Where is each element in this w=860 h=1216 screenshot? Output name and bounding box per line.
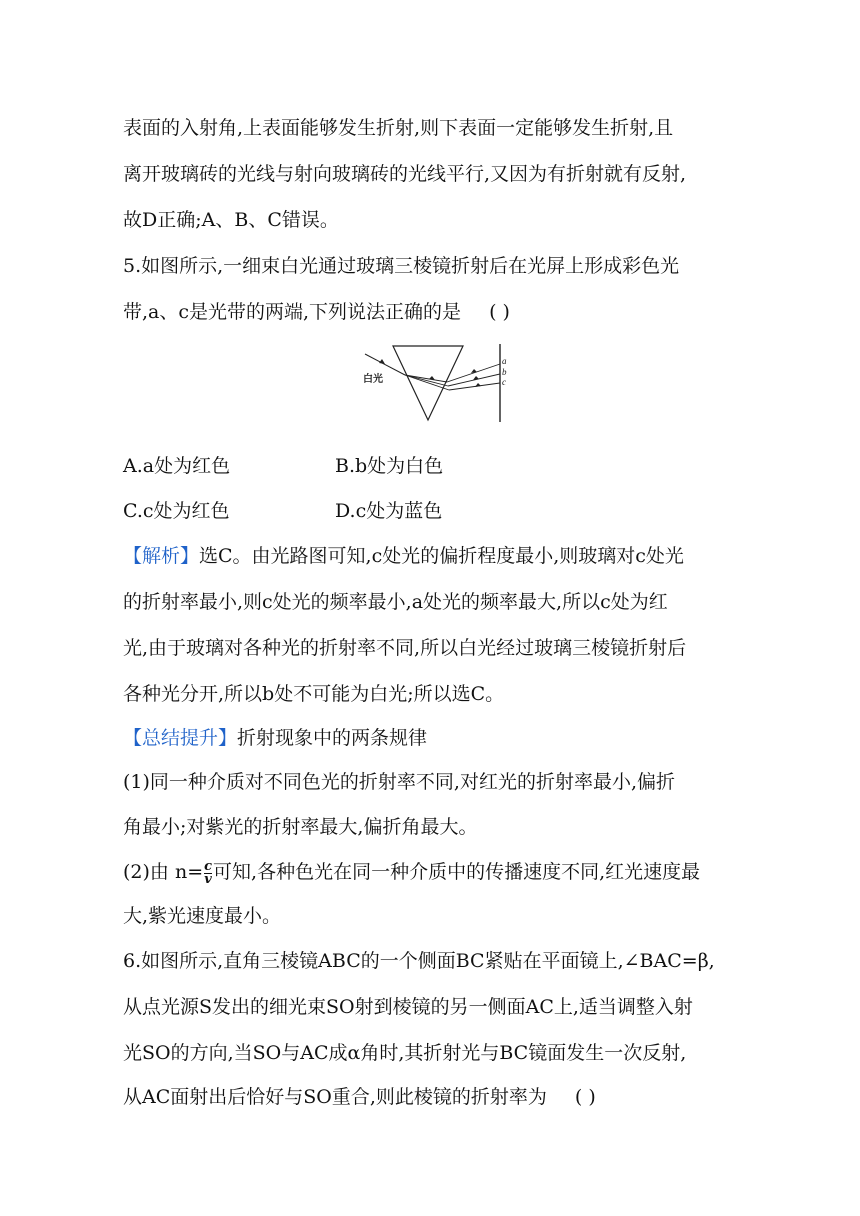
prism-figure xyxy=(355,338,515,426)
q6-line-2: 从点光源S发出的细光束SO射到棱镜的另一侧面AC上,适当调整入射 xyxy=(123,996,693,1018)
outer-ray-a xyxy=(447,364,500,382)
q5-option-b: B.b处为白色 xyxy=(335,455,444,477)
q6-line-1: 6.如图所示,直角三棱镜ABC的一个侧面BC紧贴在平面镜上,∠BAC=β, xyxy=(123,950,715,972)
prism-diagram xyxy=(355,338,515,426)
rule-2-rest: 可知,各种色光在同一种介质中的传播速度不同,红光速度最 xyxy=(213,861,701,883)
rule-2-line-1 xyxy=(123,858,820,886)
q5-analysis-line-1 xyxy=(123,542,820,570)
rule-1-line-1: (1)同一种介质对不同色光的折射率不同,对红光的折射率最小,偏折 xyxy=(123,771,675,793)
c-over-v-fraction xyxy=(204,858,213,887)
q5-stem-line-2 xyxy=(123,298,820,326)
q6-line-3: 光SO的方向,当SO与AC成α角时,其折射光与BC镜面发生一次反射, xyxy=(123,1042,687,1064)
rule-2-line-2: 大,紫光速度最小。 xyxy=(123,905,282,927)
fraction-numerator: c xyxy=(204,858,213,874)
summary-title: 折射现象中的两条规律 xyxy=(237,727,428,749)
q5-analysis-line-3: 光,由于玻璃对各种光的折射率不同,所以白光经过玻璃三棱镜折射后 xyxy=(123,637,687,659)
white-light-label: 白光 xyxy=(363,374,383,385)
q5-analysis-line-2: 的折射率最小,则c处光的频率最小,a处光的频率最大,所以c处为红 xyxy=(123,591,668,613)
q5-stem-line-1: 5.如图所示,一细束白光通过玻璃三棱镜折射后在光屏上形成彩色光 xyxy=(123,255,680,277)
q5-option-a: A.a处为红色 xyxy=(123,455,231,477)
q5-analysis-line-4: 各种光分开,所以b处不可能为白光;所以选C。 xyxy=(123,683,505,705)
incident-ray xyxy=(365,354,405,375)
q6-line-4 xyxy=(123,1083,820,1111)
inner-ray-c xyxy=(405,375,449,390)
analysis-text-1: 选C。由光路图可知,c处光的偏折程度最小,则玻璃对c处光 xyxy=(199,545,684,567)
fraction-denominator: v xyxy=(204,871,212,887)
q5-answer-paren: ( ) xyxy=(489,301,510,323)
summary-heading xyxy=(123,724,820,752)
inner-ray-a xyxy=(405,375,447,382)
label-b: b xyxy=(502,367,507,377)
q5-option-d: D.c处为蓝色 xyxy=(335,500,443,522)
carry-over-line-1: 表面的入射角,上表面能够发生折射,则下表面一定能够发生折射,且 xyxy=(123,117,674,139)
q6-line-4-text: 从AC面射出后恰好与SO重合,则此棱镜的折射率为 xyxy=(123,1086,547,1108)
label-c: c xyxy=(502,377,506,387)
q5-stem-text: 带,a、c是光带的两端,下列说法正确的是 xyxy=(123,301,462,323)
rule-1-line-2: 角最小;对紫光的折射率最大,偏折角最大。 xyxy=(123,816,478,838)
rule-2-prefix: (2)由 n= xyxy=(123,861,204,883)
q5-option-c: C.c处为红色 xyxy=(123,500,230,522)
carry-over-line-2: 离开玻璃砖的光线与射向玻璃砖的光线平行,又因为有折射就有反射, xyxy=(123,163,687,185)
summary-tag: 【总结提升】 xyxy=(123,727,238,749)
analysis-tag: 【解析】 xyxy=(123,545,200,567)
label-a: a xyxy=(502,356,507,366)
q6-answer-paren: ( ) xyxy=(574,1086,596,1108)
carry-over-line-3: 故D正确;A、B、C错误。 xyxy=(123,209,339,231)
